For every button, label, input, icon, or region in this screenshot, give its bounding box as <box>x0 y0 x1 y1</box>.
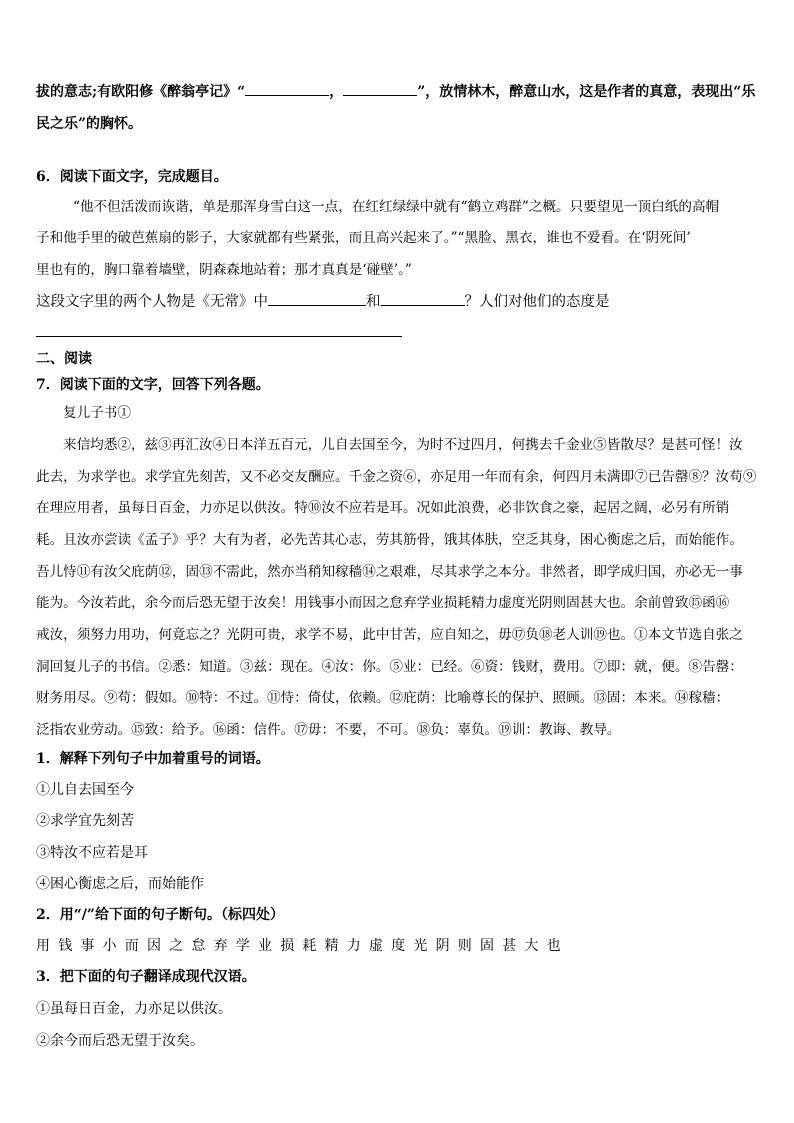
q6-passage-line: 子和他手里的破芭蕉扇的影子，大家就都有些紧张，而且高兴起来了。”“黑脸、黑衣，谁也不爱看。在‘阴死间’ <box>36 230 691 246</box>
q7-passage-line: 吾儿恃⑪有汝父庇荫⑫，固⑬不需此，然亦当稍知稼穑⑭之艰难，尽其求学之本分。非然者，即学成归国，亦必无一事 <box>36 564 743 580</box>
q7-heading: 7．阅读下面的文字，回答下列各题。 <box>36 377 270 393</box>
q6-heading: 6．阅读下面文字，完成题目。 <box>36 169 228 185</box>
answer-blank[interactable] <box>343 81 417 96</box>
q7-passage-line: 耗。且汝亦尝读《孟子》乎？大有为者，必先苦其心志，劳其筋骨，饿其体肤，空乏其身，困心衡虑之后，而始能作。 <box>36 532 743 548</box>
q6-question-b: 和 <box>366 294 381 310</box>
q7-passage-line: 来信均悉②，兹③再汇汝④日本洋五百元，儿自去国至今，为时不过四月，何携去千金业⑤皆散尽？是甚可怪！汝 <box>63 437 743 453</box>
answer-blank[interactable] <box>268 291 366 306</box>
q7-note-line: 泛指农业劳动。⑮致：给予。⑯函：信件。⑰毋：不要，不可。⑱负：辜负。⑲训：教诲、教导。 <box>36 722 621 738</box>
q6-passage-line: “他不但活泼而诙谐，单是那浑身雪白这一点，在红红绿绿中就有“鹤立鸡群”之概。只要望见一顶白纸的高帽 <box>73 199 720 215</box>
q5-separator: ， <box>329 84 344 100</box>
q5-line-2: 民之乐”的胸怀。 <box>36 116 143 132</box>
q6-question-c: ？人们对他们的态度是 <box>464 294 610 310</box>
q5-text-a: 拔的意志;有欧阳修《醉翁亭记》“ <box>36 84 246 100</box>
q7-passage-line: 在理应用者，虽每日百金，力亦足以供汝。特⑩汝不应若是耳。况如此浪费，必非饮食之豪，起居之阔，必另有所销 <box>36 500 730 516</box>
q7-sub1-heading: 1．解释下列句子中加着重号的词语。 <box>36 751 270 767</box>
answer-blank[interactable] <box>245 81 329 96</box>
q7-sub3-item: ②余今而后恐无望于汝矣。 <box>36 1033 204 1049</box>
q7-note-line: 洞回复儿子的书信。②悉：知道。③兹：现在。④汝：你。⑤业：已经。⑥资：钱财，费用。⑦即：就，便。⑧告罄： <box>36 659 743 675</box>
q7-passage-line: 能为。今汝若此，余今而后恐无望于汝矣！用钱事小而因之怠弃学业损耗精力虚度光阴则固甚大也。余前曾致⑮函⑯ <box>36 595 730 611</box>
q6-question-a: 这段文字里的两个人物是《无常》中 <box>36 294 268 310</box>
q7-passage-line: 此去，为求学也。求学宜先刻苦，又不必交友酬应。千金之资⑥，亦足用一年而有余，何四月未满即⑦已告罄⑧？汝苟⑨ <box>36 469 757 485</box>
q6-passage-line: 里也有的，胸口靠着墙壁，阴森森地站着；那才真真是‘碰壁’。” <box>36 262 412 278</box>
q7-sub1-item: ④困心衡虑之后，而始能作 <box>36 876 204 892</box>
q7-sub1-item: ②求学宜先刻苦 <box>36 813 134 829</box>
q5-text-b: ”，放情林木，醉意山水，这是作者的真意，表现出“乐 <box>417 84 756 100</box>
q7-sub1-item: ①儿自去国至今 <box>36 782 134 798</box>
q7-sub3-item: ①虽每日百金，力亦足以供汝。 <box>36 1001 232 1017</box>
q5-line-1 <box>36 81 755 102</box>
q7-title: 复儿子书① <box>63 405 131 421</box>
q7-passage-line: 戒汝，须努力用功，何竟忘之？光阴可贵，求学不易，此中甘苦，应自知之，毋⑰负⑱老人训⑲也。①本文节选自张之 <box>36 627 743 643</box>
q7-sub1-item: ③特汝不应若是耳 <box>36 845 148 861</box>
q7-sub2-heading: 2．用“/”给下面的句子断句。（标四处） <box>36 907 284 923</box>
answer-line[interactable] <box>36 336 402 337</box>
q7-note-line: 财务用尽。⑨苟：假如。⑩特：不过。⑪恃：倚仗，依赖。⑫庇荫：比喻尊长的保护、照顾。⑬固：本来。⑭稼穑： <box>36 690 730 706</box>
q7-sub2-sentence: 用钱事小而因之怠弃学业损耗精力虚度光阴则固甚大也 <box>36 938 569 954</box>
q6-question <box>36 291 610 312</box>
answer-blank[interactable] <box>381 291 465 306</box>
q7-sub3-heading: 3．把下面的句子翻译成现代汉语。 <box>36 969 256 985</box>
section-heading: 二、阅读 <box>36 351 92 367</box>
